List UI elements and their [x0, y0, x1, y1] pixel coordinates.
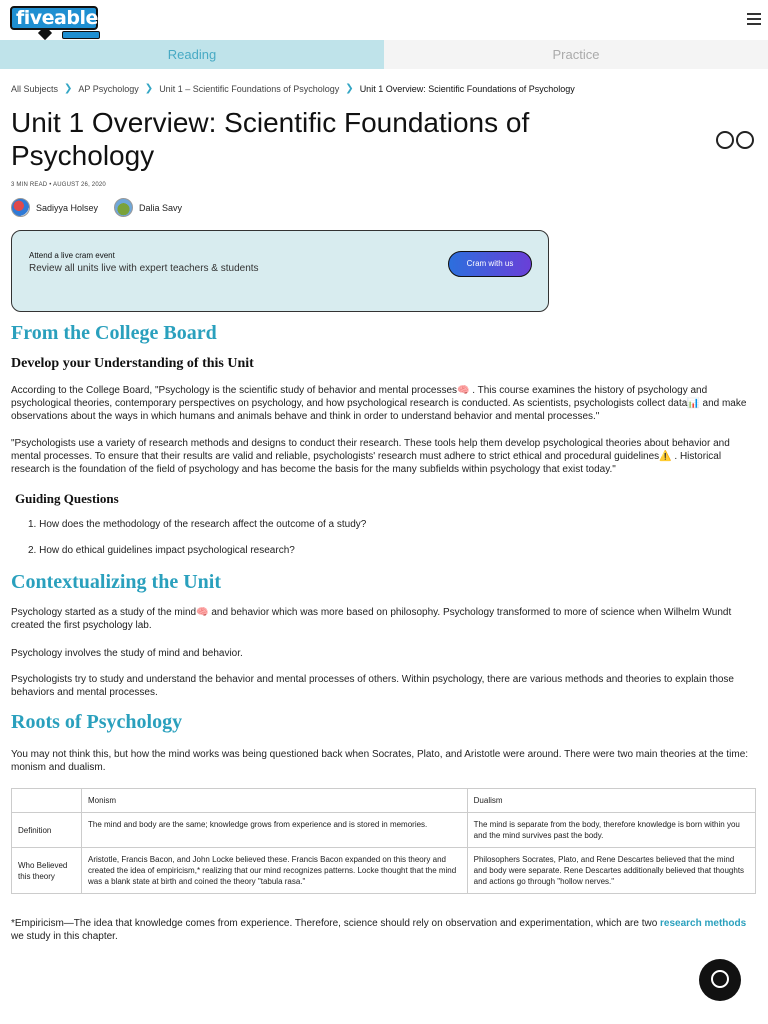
table-cell: Aristotle, Francis Bacon, and John Locke believed these. Francis Bacon expanded on this theory and created the idea of empiricism,* realizing that our mind recognizes patterns. Locke thought that the mind was a blank state at birth and coined the theory "tabula rasa." [82, 848, 468, 894]
paragraph: "Psychologists use a variety of research methods and designs to conduct their research. These tools help them develop psychological theories about behavior and mental processes. To ensure that their results are valid and reliable, psychologists' research must adhere to strict ethical and procedural guidelines⚠️ . Historical research is the foundation of the field of psychology and has become the basis for the many subfields within psychology that exist today." [11, 438, 730, 475]
section-heading-college-board: From the College Board [11, 322, 217, 344]
author-list [11, 198, 198, 217]
cram-event-banner [11, 230, 549, 312]
logo-text: fiveable [16, 7, 98, 29]
table-cell: The mind is separate from the body, therefore knowledge is born within you and the mind survives past the body. [467, 813, 755, 848]
cram-kicker: Attend a live cram event [29, 251, 115, 260]
breadcrumb-unit-1[interactable]: Unit 1 – Scientific Foundations of Psychology [159, 83, 340, 94]
paragraph: Psychologists try to study and understand the behavior and mental processes of others. Within psychology, there are various methods and theories to explain those behaviors and mental processes. [11, 674, 734, 698]
avatar [114, 198, 133, 217]
footnote [11, 917, 749, 943]
reading-practice-tabs [0, 40, 768, 69]
breadcrumb-current: Unit 1 Overview: Scientific Foundations of Psychology [359, 83, 575, 94]
share-icons [716, 131, 754, 149]
author-name: Sadiyya Holsey [36, 202, 99, 213]
table-row-header: Definition [12, 813, 82, 848]
monism-dualism-table [11, 788, 756, 894]
article-meta: 3 MIN READ • AUGUST 26, 2020 [11, 182, 106, 188]
top-bar [0, 0, 768, 40]
paragraph: Psychology involves the study of mind and behavior. [11, 648, 243, 659]
fiveable-logo[interactable] [10, 6, 100, 36]
page-title: Unit 1 Overview: Scientific Foundations of Psychology [11, 107, 530, 171]
hamburger-icon[interactable] [747, 13, 761, 25]
table-header-cell: Dualism [467, 789, 755, 813]
breadcrumb-ap-psychology[interactable]: AP Psychology [78, 83, 139, 94]
author-name: Dalia Savy [139, 202, 183, 213]
cram-description: Review all units live with expert teachers & students [29, 263, 259, 274]
table-cell: The mind and body are the same; knowledge grows from experience and is stored in memories. [82, 813, 468, 848]
list-item: 1. How does the methodology of the research affect the outcome of a study? [28, 519, 367, 530]
footnote-text: *Empiricism—The idea that knowledge comes from experience. Therefore, science should rely on observation and experimentation, which are two [11, 918, 661, 929]
table-row-header: Who Believed this theory [12, 848, 82, 894]
subheading-guiding-questions: Guiding Questions [15, 491, 119, 506]
paragraph: Psychology started as a study of the mind🧠 and behavior which was more based on philosophy. Psychology transformed to more of science when Wilhelm Wundt created the first psychology lab. [11, 607, 732, 631]
comparison-table-wrapper [11, 788, 756, 894]
tab-reading[interactable]: Reading [0, 40, 384, 69]
author[interactable] [114, 198, 182, 217]
question-text: How do ethical guidelines impact psychological research? [39, 545, 295, 556]
chat-bubble-icon[interactable] [699, 959, 741, 1001]
circle-icon[interactable] [716, 131, 734, 149]
circle-icon[interactable] [736, 131, 754, 149]
footnote-text: we study in this chapter. [11, 931, 118, 942]
tab-practice[interactable]: Practice [384, 40, 768, 69]
subheading-develop: Develop your Understanding of this Unit [11, 356, 254, 371]
paragraph: You may not think this, but how the mind works was being questioned back when Socrates, Plato, and Aristotle were around. There were two main theories at the time: monism and dualism. [11, 749, 749, 773]
breadcrumb-all-subjects[interactable]: All Subjects [11, 83, 59, 94]
breadcrumb [11, 83, 575, 94]
section-heading-roots: Roots of Psychology [11, 711, 183, 733]
logo-subtitle [62, 31, 100, 39]
table-header-cell: Monism [82, 789, 468, 813]
chevron-right-icon: ❯ [64, 83, 73, 94]
list-item: 2. How do ethical guidelines impact psychological research? [28, 545, 295, 556]
table-row [12, 813, 756, 848]
chevron-right-icon: ❯ [345, 83, 354, 94]
chevron-right-icon: ❯ [144, 83, 154, 94]
cram-with-us-button[interactable]: Cram with us [448, 251, 532, 277]
paragraph: According to the College Board, "Psychology is the scientific study of behavior and mental processes🧠 . This course examines the history of psychology and psychological theories, contemporary perspectives on psychology, and how psychological research is conducted. As scientists, psychologists collect data📊 and make observations about the ways in which humans and animals behave and think in order to understand behavior and mental processes." [11, 385, 747, 422]
table-cell [12, 789, 82, 813]
avatar [11, 198, 30, 217]
table-header-row [12, 789, 756, 813]
table-row [12, 848, 756, 894]
section-heading-contextualizing: Contextualizing the Unit [11, 571, 221, 593]
research-methods-link[interactable]: research methods [660, 918, 747, 929]
question-text: How does the methodology of the research affect the outcome of a study? [39, 519, 367, 530]
author[interactable] [11, 198, 98, 217]
table-cell: Philosophers Socrates, Plato, and Rene Descartes believed that the mind and body were separate. Rene Descartes additionally believed that thoughts and actions go through "hollow nerves." [467, 848, 755, 894]
